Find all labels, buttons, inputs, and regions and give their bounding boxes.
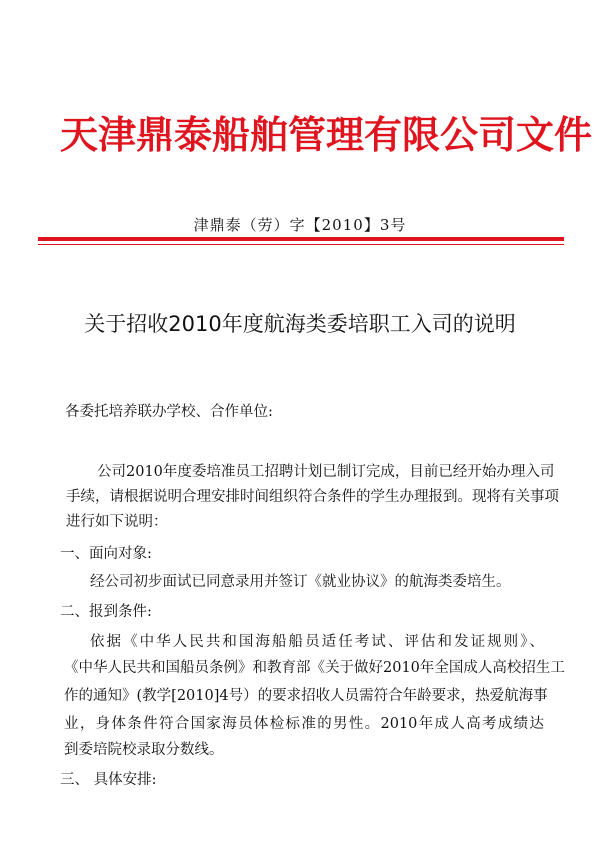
section-text: 业，身体条件符合国家海员体检标准的男性。2010年成人高考成绩达 bbox=[64, 716, 544, 732]
section-heading: 一、面向对象: bbox=[60, 546, 152, 562]
section-heading: 三、 具体安排: bbox=[60, 772, 157, 788]
organization-title: 天津鼎泰船舶管理有限公司文件 bbox=[60, 113, 593, 157]
intro-line: 手续，请根据说明合理安排时间组织符合条件的学生办理报到。现将有关事项 bbox=[66, 489, 559, 505]
section-text: 《中华人民共和国船员条例》和教育部《关于做好2010年全国成人高校招生工 bbox=[64, 660, 565, 676]
section-text: 经公司初步面试已同意录用并签订《就业协议》的航海类委培生。 bbox=[90, 574, 511, 590]
salutation: 各委托培养联办学校、合作单位: bbox=[65, 404, 273, 420]
header-rule-thick bbox=[38, 237, 564, 241]
section-text: 依据《中华人民共和国海船船员适任考试、评估和发证规则》、 bbox=[90, 634, 544, 650]
document-number: 津鼎泰（劳）字【2010】3号 bbox=[193, 216, 407, 234]
section-text: 作的通知》(教学[2010]4号）的要求招收人员需符合年龄要求，热爱航海事 bbox=[64, 688, 548, 704]
intro-line: 进行如下说明： bbox=[66, 514, 168, 530]
document-title: 关于招收2010年度航海类委培职工入司的说明 bbox=[84, 312, 516, 336]
intro-line: 公司2010年度委培准员工招聘计划已制订完成，目前已经开始办理入司 bbox=[97, 464, 555, 480]
section-text: 到委培院校录取分数线。 bbox=[64, 742, 224, 758]
section-heading: 二、报到条件: bbox=[60, 604, 152, 620]
header-rule-thin bbox=[38, 244, 564, 245]
